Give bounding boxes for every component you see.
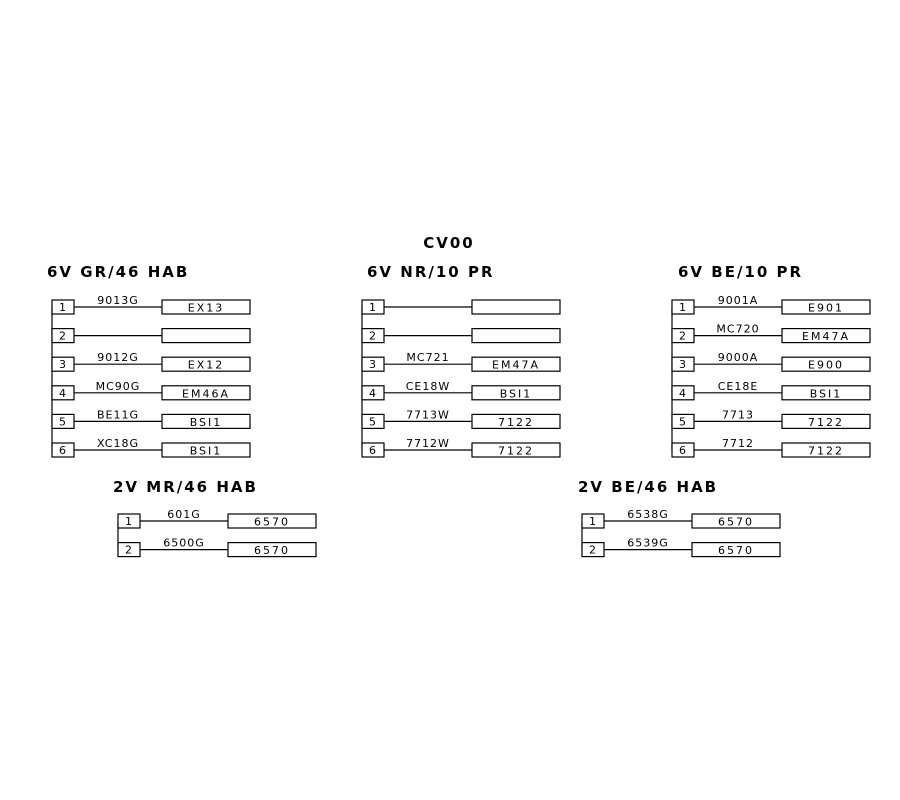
destination-label: EM47A <box>802 330 850 344</box>
pin-number: 4 <box>679 386 686 400</box>
pin-number: 1 <box>59 301 66 314</box>
destination-label: BSI1 <box>189 444 223 458</box>
destination-label: 6570 <box>718 544 754 558</box>
destination-box <box>162 329 250 343</box>
pin-number: 4 <box>59 386 66 400</box>
connector-label: 2V MR/46 HAB <box>113 478 258 496</box>
wire-label: 9001A <box>717 294 759 307</box>
destination-label: 6570 <box>254 515 290 529</box>
destination-label: 6570 <box>254 544 290 558</box>
pin-number: 6 <box>369 444 376 457</box>
wire-label: 9012G <box>97 351 139 365</box>
pin-number: 1 <box>369 301 376 314</box>
wire-label: 9000A <box>717 351 759 365</box>
wire-label: 6538G <box>627 508 669 521</box>
wire-label: MC721 <box>406 351 450 365</box>
pin-number: 5 <box>59 415 66 429</box>
pin-number: 2 <box>59 329 66 343</box>
wire-label: 7712W <box>406 437 450 450</box>
destination-label: EM47A <box>492 358 540 372</box>
pin-number: 5 <box>679 415 686 429</box>
wire-label: BE11G <box>96 408 140 422</box>
wire-label: XC18G <box>97 437 139 450</box>
destination-box <box>472 300 560 314</box>
connector-label: 6V GR/46 HAB <box>47 263 190 281</box>
pin-number: 1 <box>679 301 686 314</box>
destination-label: EX13 <box>187 301 225 315</box>
destination-label: EM46A <box>182 387 230 401</box>
destination-label: BSI1 <box>189 415 223 429</box>
destination-label: 7122 <box>498 444 534 458</box>
destination-label: E901 <box>808 301 844 315</box>
pin-number: 1 <box>125 515 132 528</box>
connector-label: 2V BE/46 HAB <box>578 478 719 496</box>
wire-label: 9013G <box>97 294 139 307</box>
connector-label: 6V NR/10 PR <box>367 263 495 281</box>
wire-label: 7713 <box>722 408 754 422</box>
wire-label: MC720 <box>716 322 760 336</box>
destination-label: 7122 <box>808 415 844 429</box>
destination-box <box>472 329 560 343</box>
pin-number: 1 <box>589 515 596 528</box>
destination-label: BSI1 <box>809 387 843 401</box>
pin-number: 2 <box>369 329 376 343</box>
wire-label: 601G <box>167 508 201 521</box>
wire-label: CE18E <box>717 379 759 393</box>
pin-number: 3 <box>679 358 686 372</box>
pin-number: 4 <box>369 386 376 400</box>
pin-number: 6 <box>59 444 66 457</box>
pin-number: 3 <box>369 358 376 372</box>
wire-label: CE18W <box>405 379 451 393</box>
wire-label: 6539G <box>627 536 669 550</box>
destination-label: BSI1 <box>499 387 533 401</box>
destination-label: 6570 <box>718 515 754 529</box>
pin-number: 6 <box>679 444 686 457</box>
pin-number: 5 <box>369 415 376 429</box>
destination-label: E900 <box>808 358 844 372</box>
destination-label: EX12 <box>187 358 225 372</box>
destination-label: 7122 <box>498 415 534 429</box>
wire-label: 7713W <box>406 408 450 422</box>
diagram-title: CV00 <box>423 234 475 252</box>
pin-number: 2 <box>589 543 596 557</box>
connector-label: 6V BE/10 PR <box>678 263 804 281</box>
wire-label: 6500G <box>163 536 205 550</box>
destination-label: 7122 <box>808 444 844 458</box>
wire-label: 7712 <box>722 437 754 450</box>
pin-number: 2 <box>125 543 132 557</box>
wire-label: MC90G <box>95 379 141 393</box>
pin-number: 3 <box>59 358 66 372</box>
pin-number: 2 <box>679 329 686 343</box>
